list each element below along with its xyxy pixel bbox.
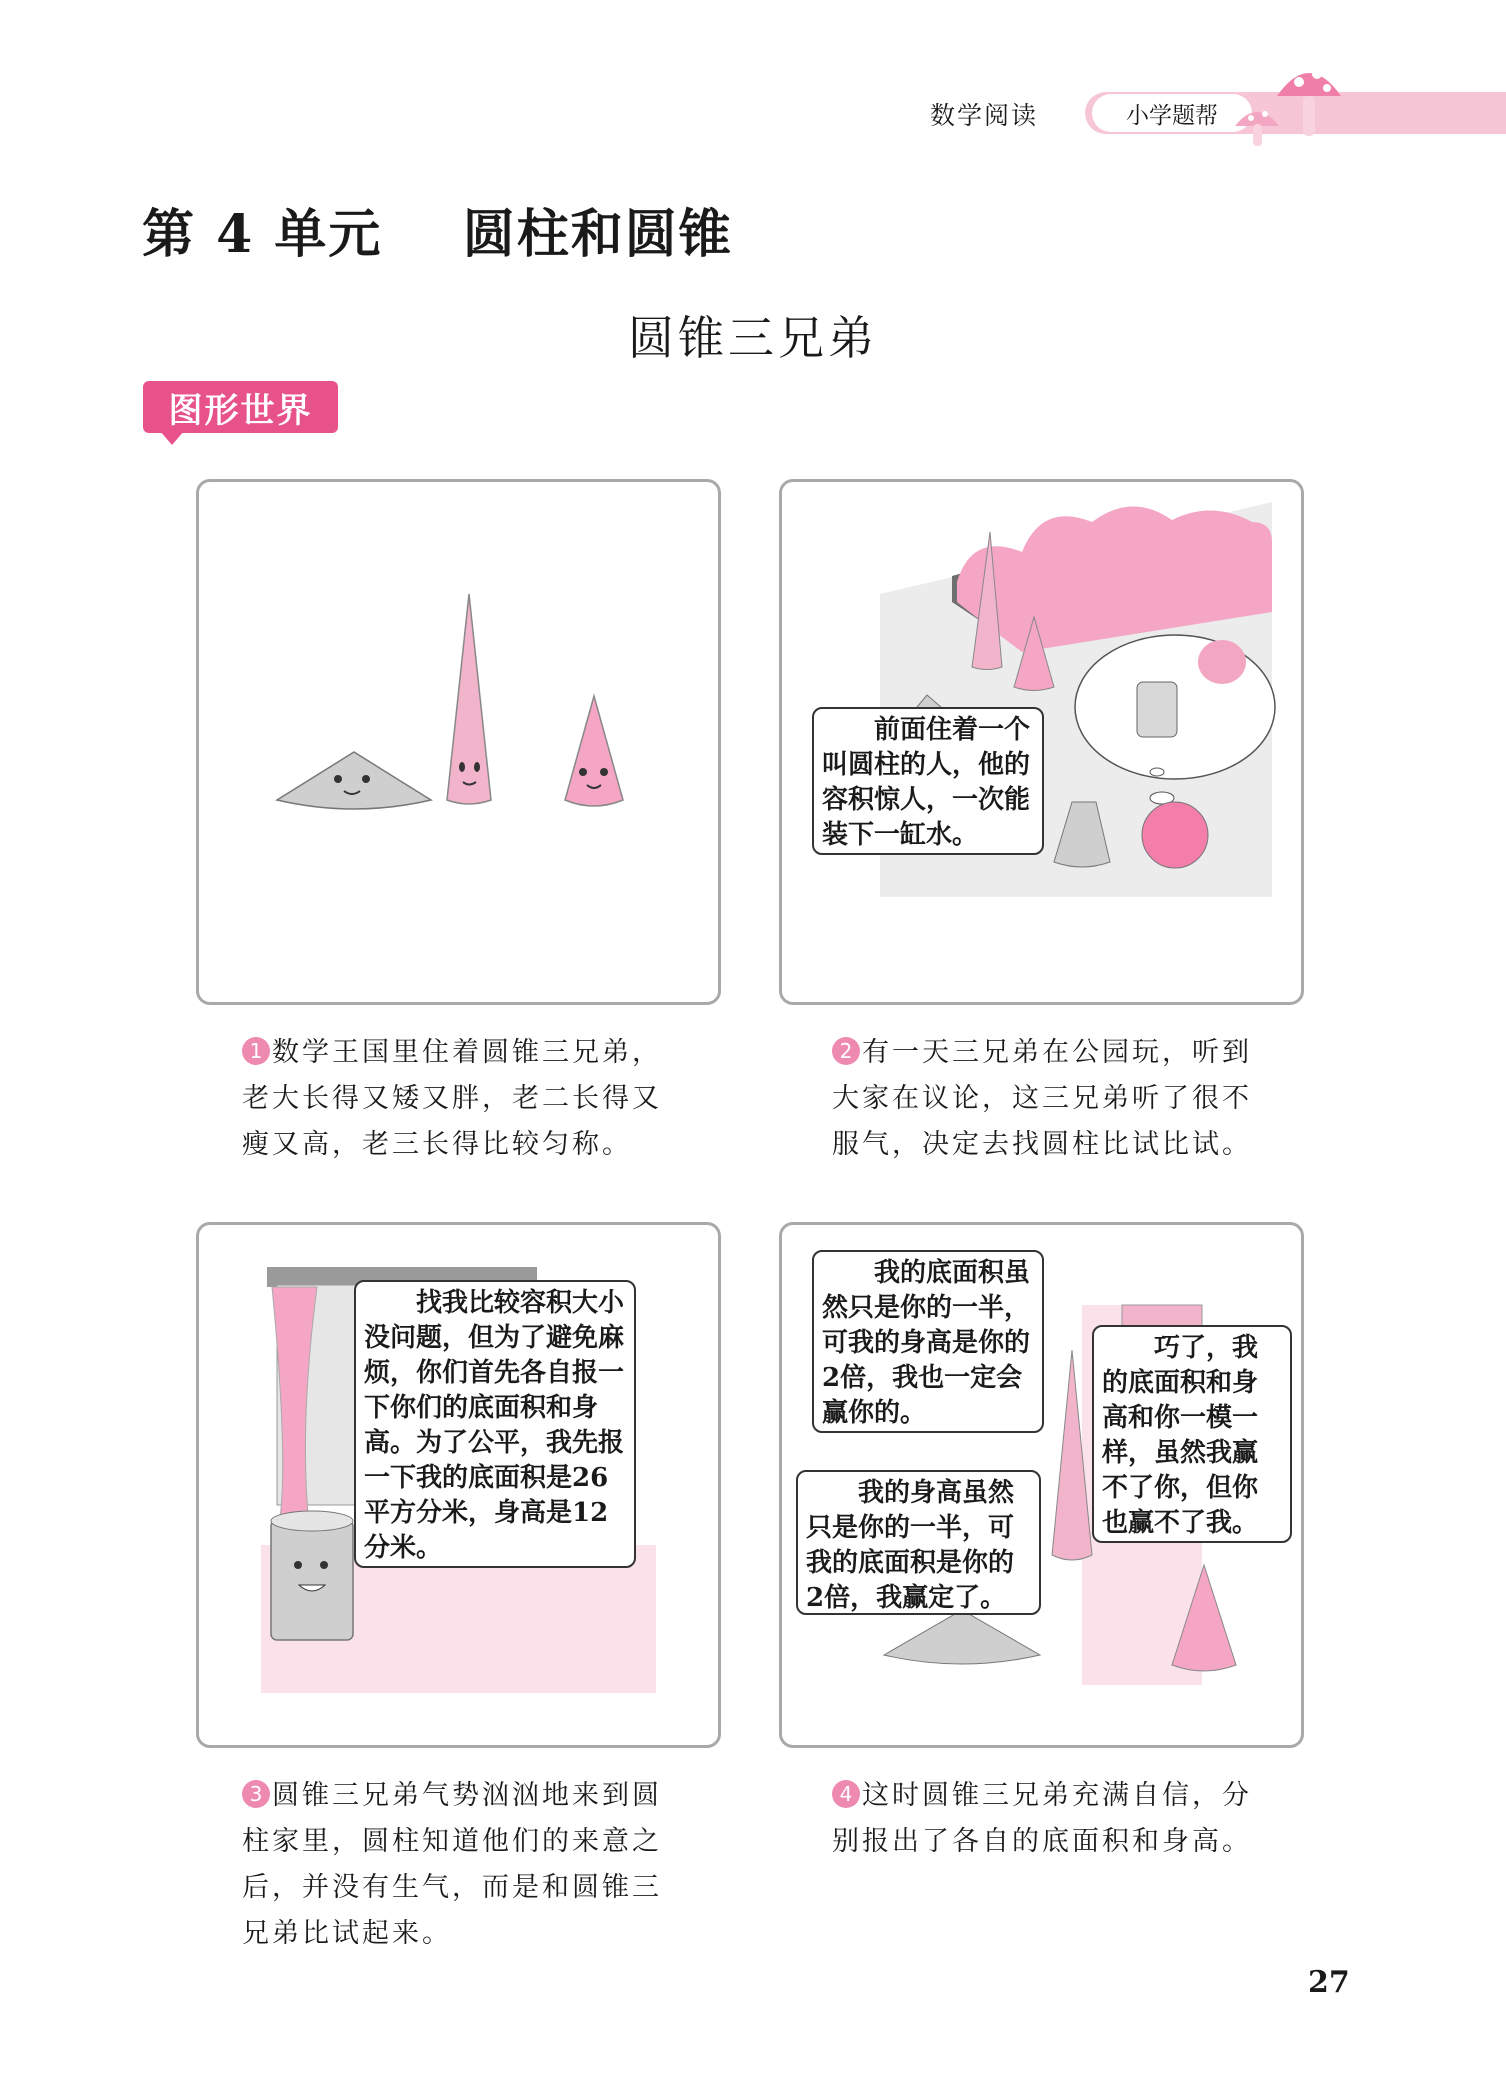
panel-2-number: 2 xyxy=(832,1037,860,1065)
panel-4-number: 4 xyxy=(832,1780,860,1808)
speech-bubble-panel-3: 找我比较容积大小没问题，但为了避免麻烦，你们首先各自报一下你们的底面积和身高。为了公平，我先报一下我的底面积是26平方分米，身高是12分米。 xyxy=(354,1280,636,1568)
comic-panel-3 xyxy=(196,1222,721,1748)
panel-1-caption-text: 数学王国里住着圆锥三兄弟，老大长得又矮又胖，老二长得又瘦又高，老三长得比较匀称。 xyxy=(242,1037,662,1160)
section-tag-tail xyxy=(160,431,184,445)
speech-bubble-wide-cone: 我的身高虽然只是你的一半，可我的底面积是你的2倍，我赢定了。 xyxy=(796,1470,1041,1615)
mushroom-icon xyxy=(1225,56,1355,146)
wide-cone-character xyxy=(277,752,431,809)
panel-2-caption xyxy=(832,1030,1272,1168)
panel-1-caption xyxy=(242,1030,682,1168)
comic-panel-4 xyxy=(779,1222,1304,1748)
header-book-title: 数学阅读 xyxy=(930,101,1039,130)
panel-3-number: 3 xyxy=(242,1780,270,1808)
panel-2-caption-text: 有一天三兄弟在公园玩，听到大家在议论，这三兄弟听了很不服气，决定去找圆柱比试比试。 xyxy=(832,1037,1252,1160)
panel-4-caption-text: 这时圆锥三兄弟充满自信，分别报出了各自的底面积和身高。 xyxy=(832,1780,1252,1857)
header-series-label: 小学题帮 xyxy=(1092,94,1252,132)
section-tag: 图形世界 xyxy=(143,381,338,433)
comic-panel-2 xyxy=(779,479,1304,1005)
panel-3-caption-text: 圆锥三兄弟气势汹汹地来到圆柱家里，圆柱知道他们的来意之后，并没有生气，而是和圆锥三兄弟比试起来。 xyxy=(242,1780,662,1949)
medium-cone-character xyxy=(565,696,623,806)
story-title: 圆锥三兄弟 xyxy=(628,311,878,365)
wide-cone-brother xyxy=(884,1610,1040,1664)
speech-bubble-panel-2: 前面住着一个叫圆柱的人，他的容积惊人，一次能装下一缸水。 xyxy=(812,707,1044,855)
panel-3-caption xyxy=(242,1773,682,1957)
speech-bubble-medium-cone: 巧了，我的底面积和身高和你一模一样，虽然我赢不了你，但你也赢不了我。 xyxy=(1092,1325,1292,1543)
comic-panel-1 xyxy=(196,479,721,1005)
unit-title: 第 4 单元 圆柱和圆锥 xyxy=(142,204,733,265)
cylinder-character xyxy=(271,1511,353,1640)
page-number: 27 xyxy=(1308,1965,1350,2000)
tall-cone-character xyxy=(447,594,491,804)
panel-4-caption xyxy=(832,1773,1272,1865)
speech-bubble-tall-cone: 我的底面积虽然只是你的一半，可我的身高是你的2倍，我也一定会赢你的。 xyxy=(812,1250,1044,1433)
panel-1-number: 1 xyxy=(242,1037,270,1065)
